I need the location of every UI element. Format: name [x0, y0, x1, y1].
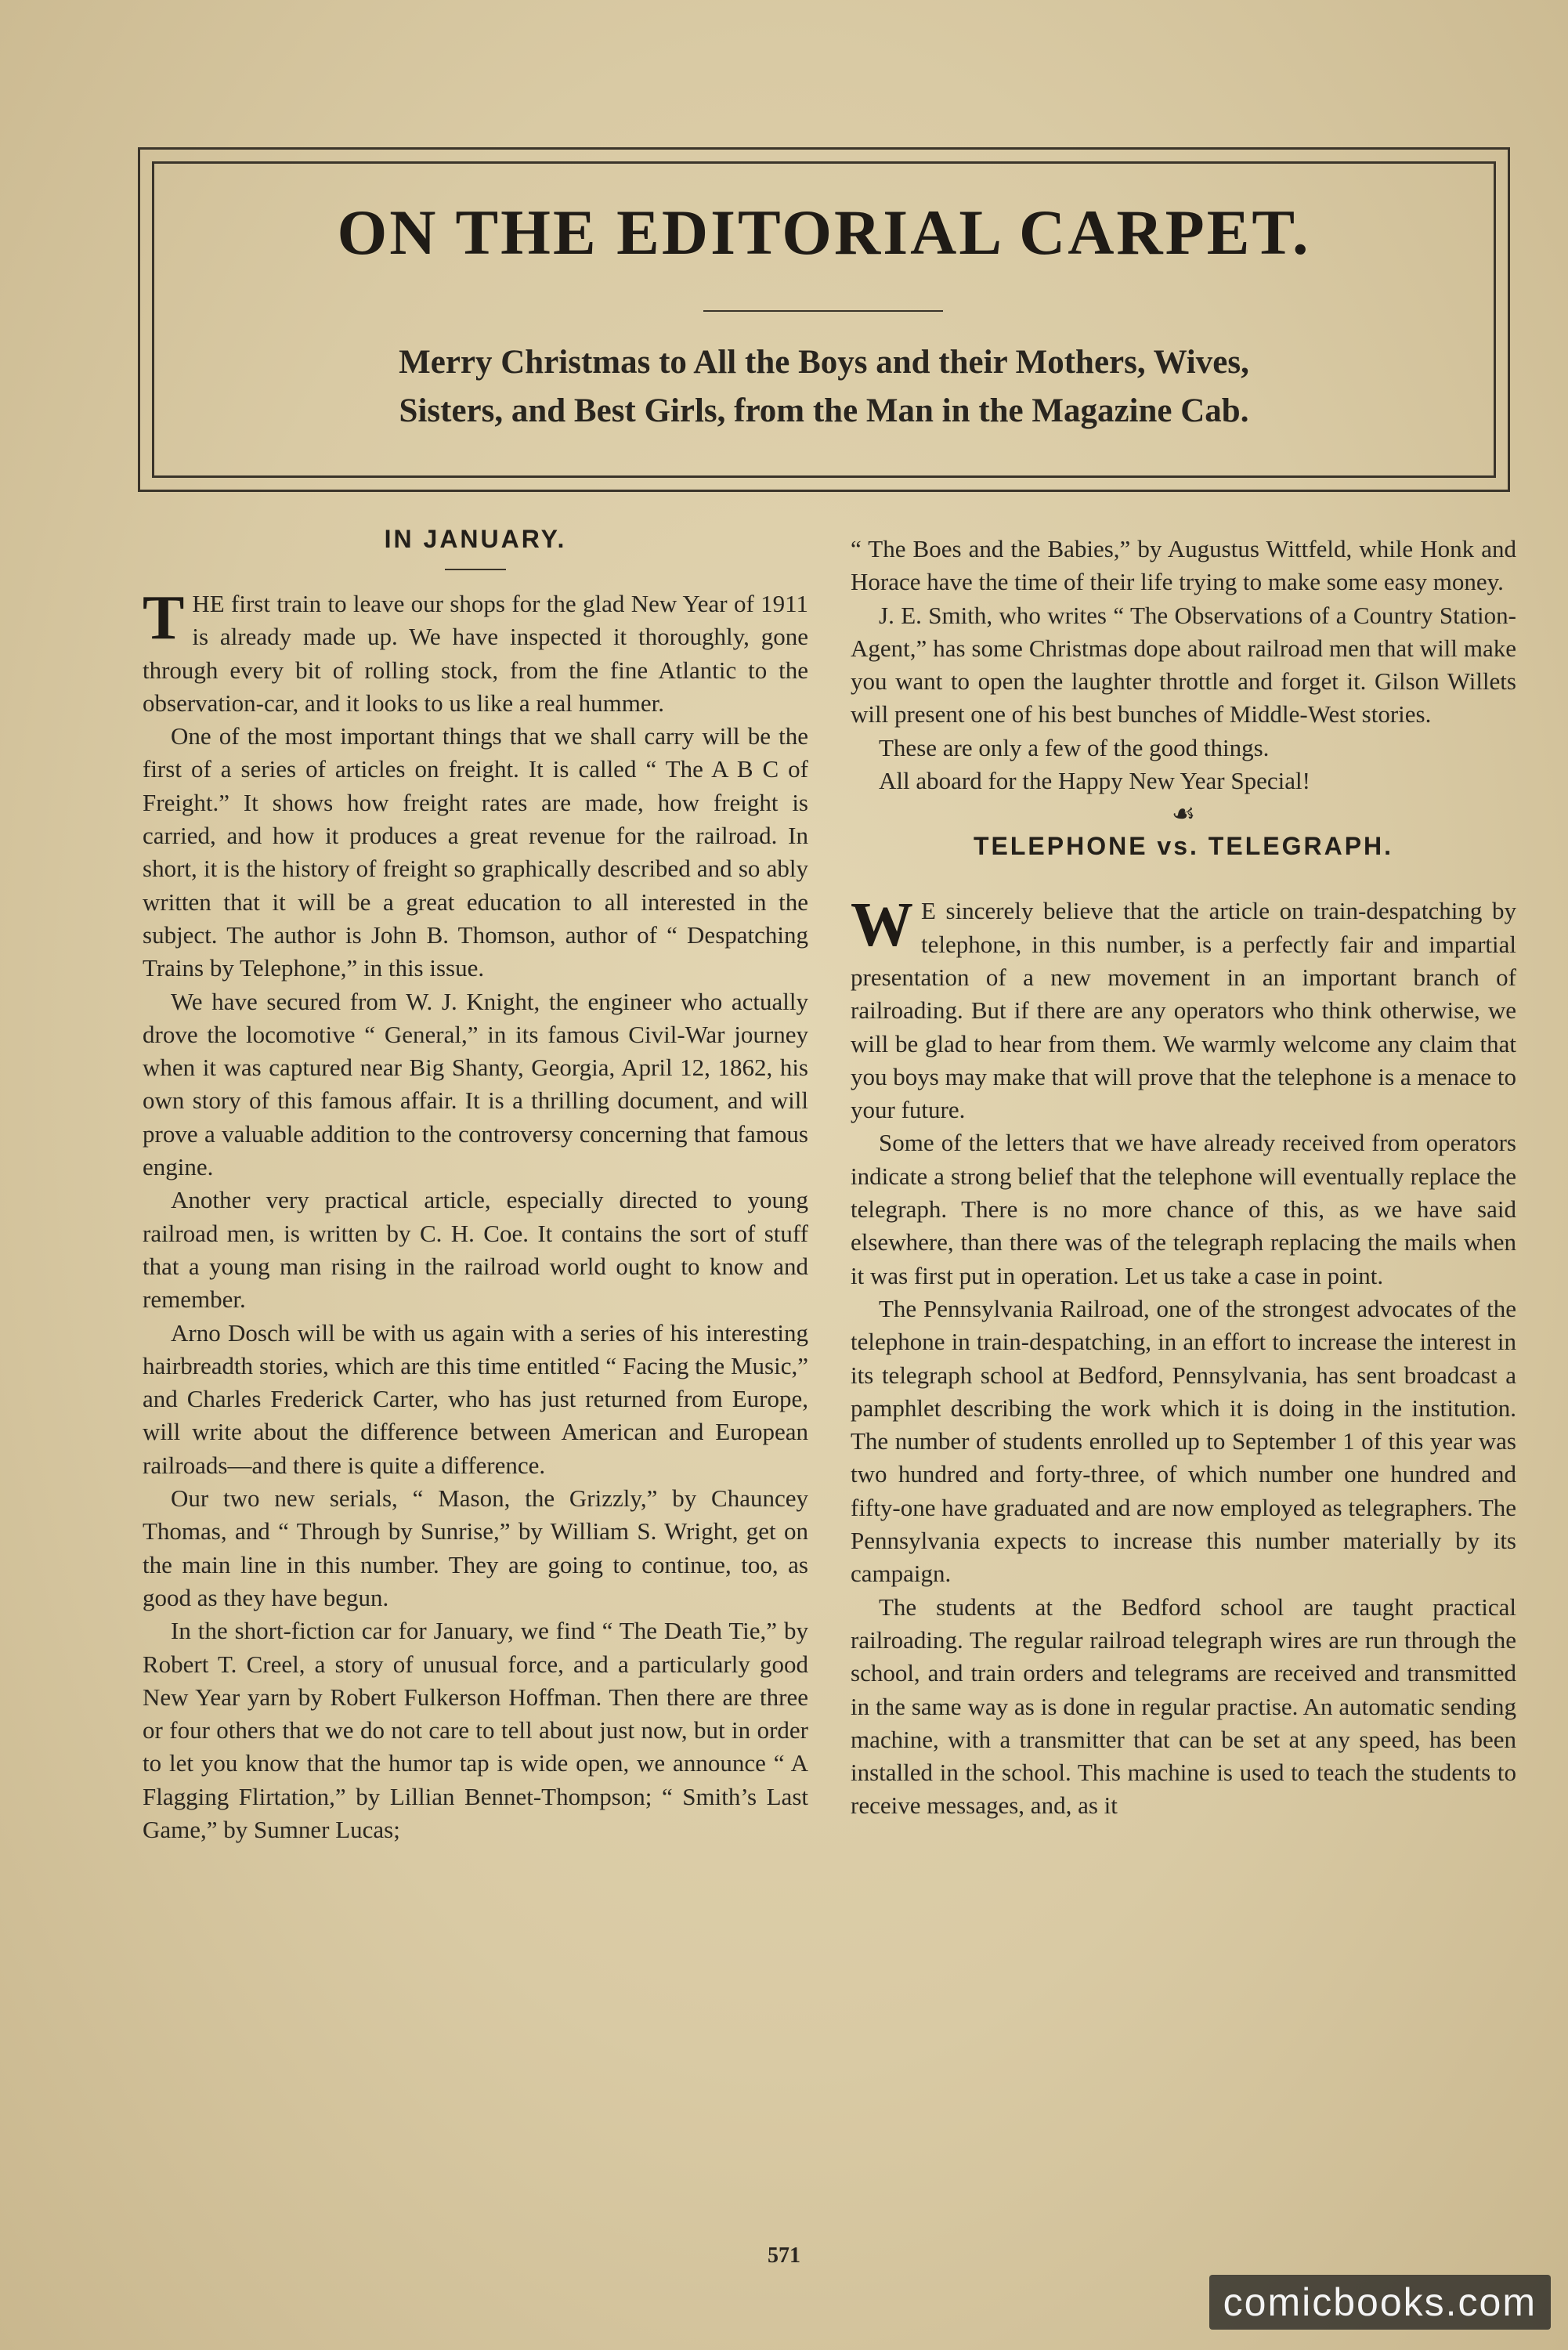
paragraph-text: E sincerely believe that the article on train-despatching by telephone, in this number, is a perfectly fair and impartial presentation of a new movement in an important branch of railroading. But if there are any operators who think otherwise, we will be glad to hear from them. We warmly welcome any claim that you boys may make that will prove that the telephone is a menace to your future. — [851, 897, 1516, 1124]
article-paragraph: These are only a few of the good things. — [879, 733, 1270, 761]
fleuron-ornament-icon: ☙ — [1171, 800, 1196, 830]
article-paragraph: All aboard for the Happy New Year Special! — [879, 767, 1310, 795]
paragraph-text: HE first train to leave our shops for the glad New Year of 1911 is already made up. We have inspected it thoroughly, gone through every bit of rolling stock, from the fine Atlantic to the observation-car, and it looks to us like a real hummer. — [143, 590, 808, 717]
subtitle-line: Sisters, and Best Girls, from the Man in the Magazine Cab. — [399, 392, 1249, 429]
article-paragraph: Our two new serials, “ Mason, the Grizzly,” by Chauncey Thomas, and “ Through by Sunrise,” by William S. Wright, get on the main line in this number. They are going to continue, too, as good as they have begun. — [143, 1484, 808, 1611]
right-column — [851, 533, 1516, 1823]
article-paragraph: Some of the letters that we have already received from operators indicate a strong belief that the telephone will eventually replace the telegraph. There is no more chance of this, as we have said elsewhere, than there was of the telegraph replacing the mails when it was first put in operation. Let us take a case in point. — [851, 1129, 1516, 1289]
article-paragraph: Another very practical article, especially directed to young railroad men, is written by C. H. Coe. It contains the sort of stuff that a young man rising in the railroad world ought to know and remember. — [143, 1186, 808, 1314]
page-subtitle — [152, 338, 1496, 436]
subtitle-line: Merry Christmas to All the Boys and their Mothers, Wives, — [399, 344, 1249, 381]
title-divider — [703, 310, 943, 312]
site-watermark: comicbooks.com — [1209, 2275, 1551, 2330]
article-paragraph — [851, 891, 1516, 1126]
section-heading-january: IN JANUARY. — [384, 525, 567, 553]
article-paragraph — [143, 584, 808, 720]
left-column — [143, 526, 808, 1846]
section-heading-telephone: TELEPHONE vs. TELEGRAPH. — [973, 832, 1394, 861]
page-title: ON THE EDITORIAL CARPET. — [337, 197, 1311, 268]
article-paragraph: The students at the Bedford school are taught practical railroading. The regular railroad telegraph wires are run through the school, and train orders and telegrams are received and transmitted in the same way as is done in regular practise. An automatic sending machine, with a transmitter that can be set at any speed, has been installed in the school. This machine is used to teach the students to receive messages, and, as it — [851, 1593, 1516, 1820]
article-paragraph: We have secured from W. J. Knight, the engineer who actually drove the locomotive “ General,” in its famous Civil-War journey when it was captured near Big Shanty, Georgia, April 12, 1862, his own story of this famous affair. It is a thrilling document, and will prove a valuable addition to the controversy concerning that famous engine. — [143, 987, 808, 1181]
article-paragraph: The Pennsylvania Railroad, one of the strongest advocates of the telephone in train-despatching, in an effort to increase the interest in its telegraph school at Bedford, Pennsylvania, has sent broadcast a pamphlet describing the work which it is doing in the institution. The number of students enrolled up to September 1 of this year was two hundred and forty-three, of which number one hundred and fifty-one have graduated and are now employed as telegraphers. The Pennsylvania expects to increase this number materially by its campaign. — [851, 1294, 1516, 1588]
article-paragraph: J. E. Smith, who writes “ The Observations of a Country Station-Agent,” has some Christmas dope about railroad men that will make you want to open the laughter throttle and forget it. Gilson Willets will present one of his best bunches of Middle-West stories. — [851, 601, 1516, 728]
article-paragraph: Arno Dosch will be with us again with a series of his interesting hairbreadth stories, which are this time entitled “ Facing the Music,” and Charles Frederick Carter, who has just returned from Europe, will write about the difference between American and European railroads—and there is quite a difference. — [143, 1318, 808, 1479]
article-paragraph: “ The Boes and the Babies,” by Augustus Wittfeld, while Honk and Horace have the time of their life trying to make some easy money. — [851, 535, 1516, 596]
article-paragraph: In the short-fiction car for January, we find “ The Death Tie,” by Robert T. Creel, a story of unusual force, and a particularly good New Year yarn by Robert Fulkerson Hoffman. Then there are three or four others that we do not care to tell about just now, but in order to let you know that the humor tap is wide open, we announce “ A Flagging Flirtation,” by Lillian Bennet-Thompson; “ Smith’s Last Game,” by Sumner Lucas; — [143, 1617, 808, 1843]
page-number: 571 — [768, 2243, 800, 2268]
article-paragraph: One of the most important things that we shall carry will be the first of a series of articles on freight. It is called “ The A B C of Freight.” It shows how freight rates are made, how freight is carried, and how it produces a great revenue for the railroad. In short, it is the history of freight so graphically described and so ably written that it will be a great education to all interested in the subject. The author is John B. Thomson, author of “ Despatching Trains by Telephone,” in this issue. — [143, 722, 808, 982]
drop-cap: T — [143, 584, 185, 653]
drop-cap: W — [851, 891, 913, 960]
